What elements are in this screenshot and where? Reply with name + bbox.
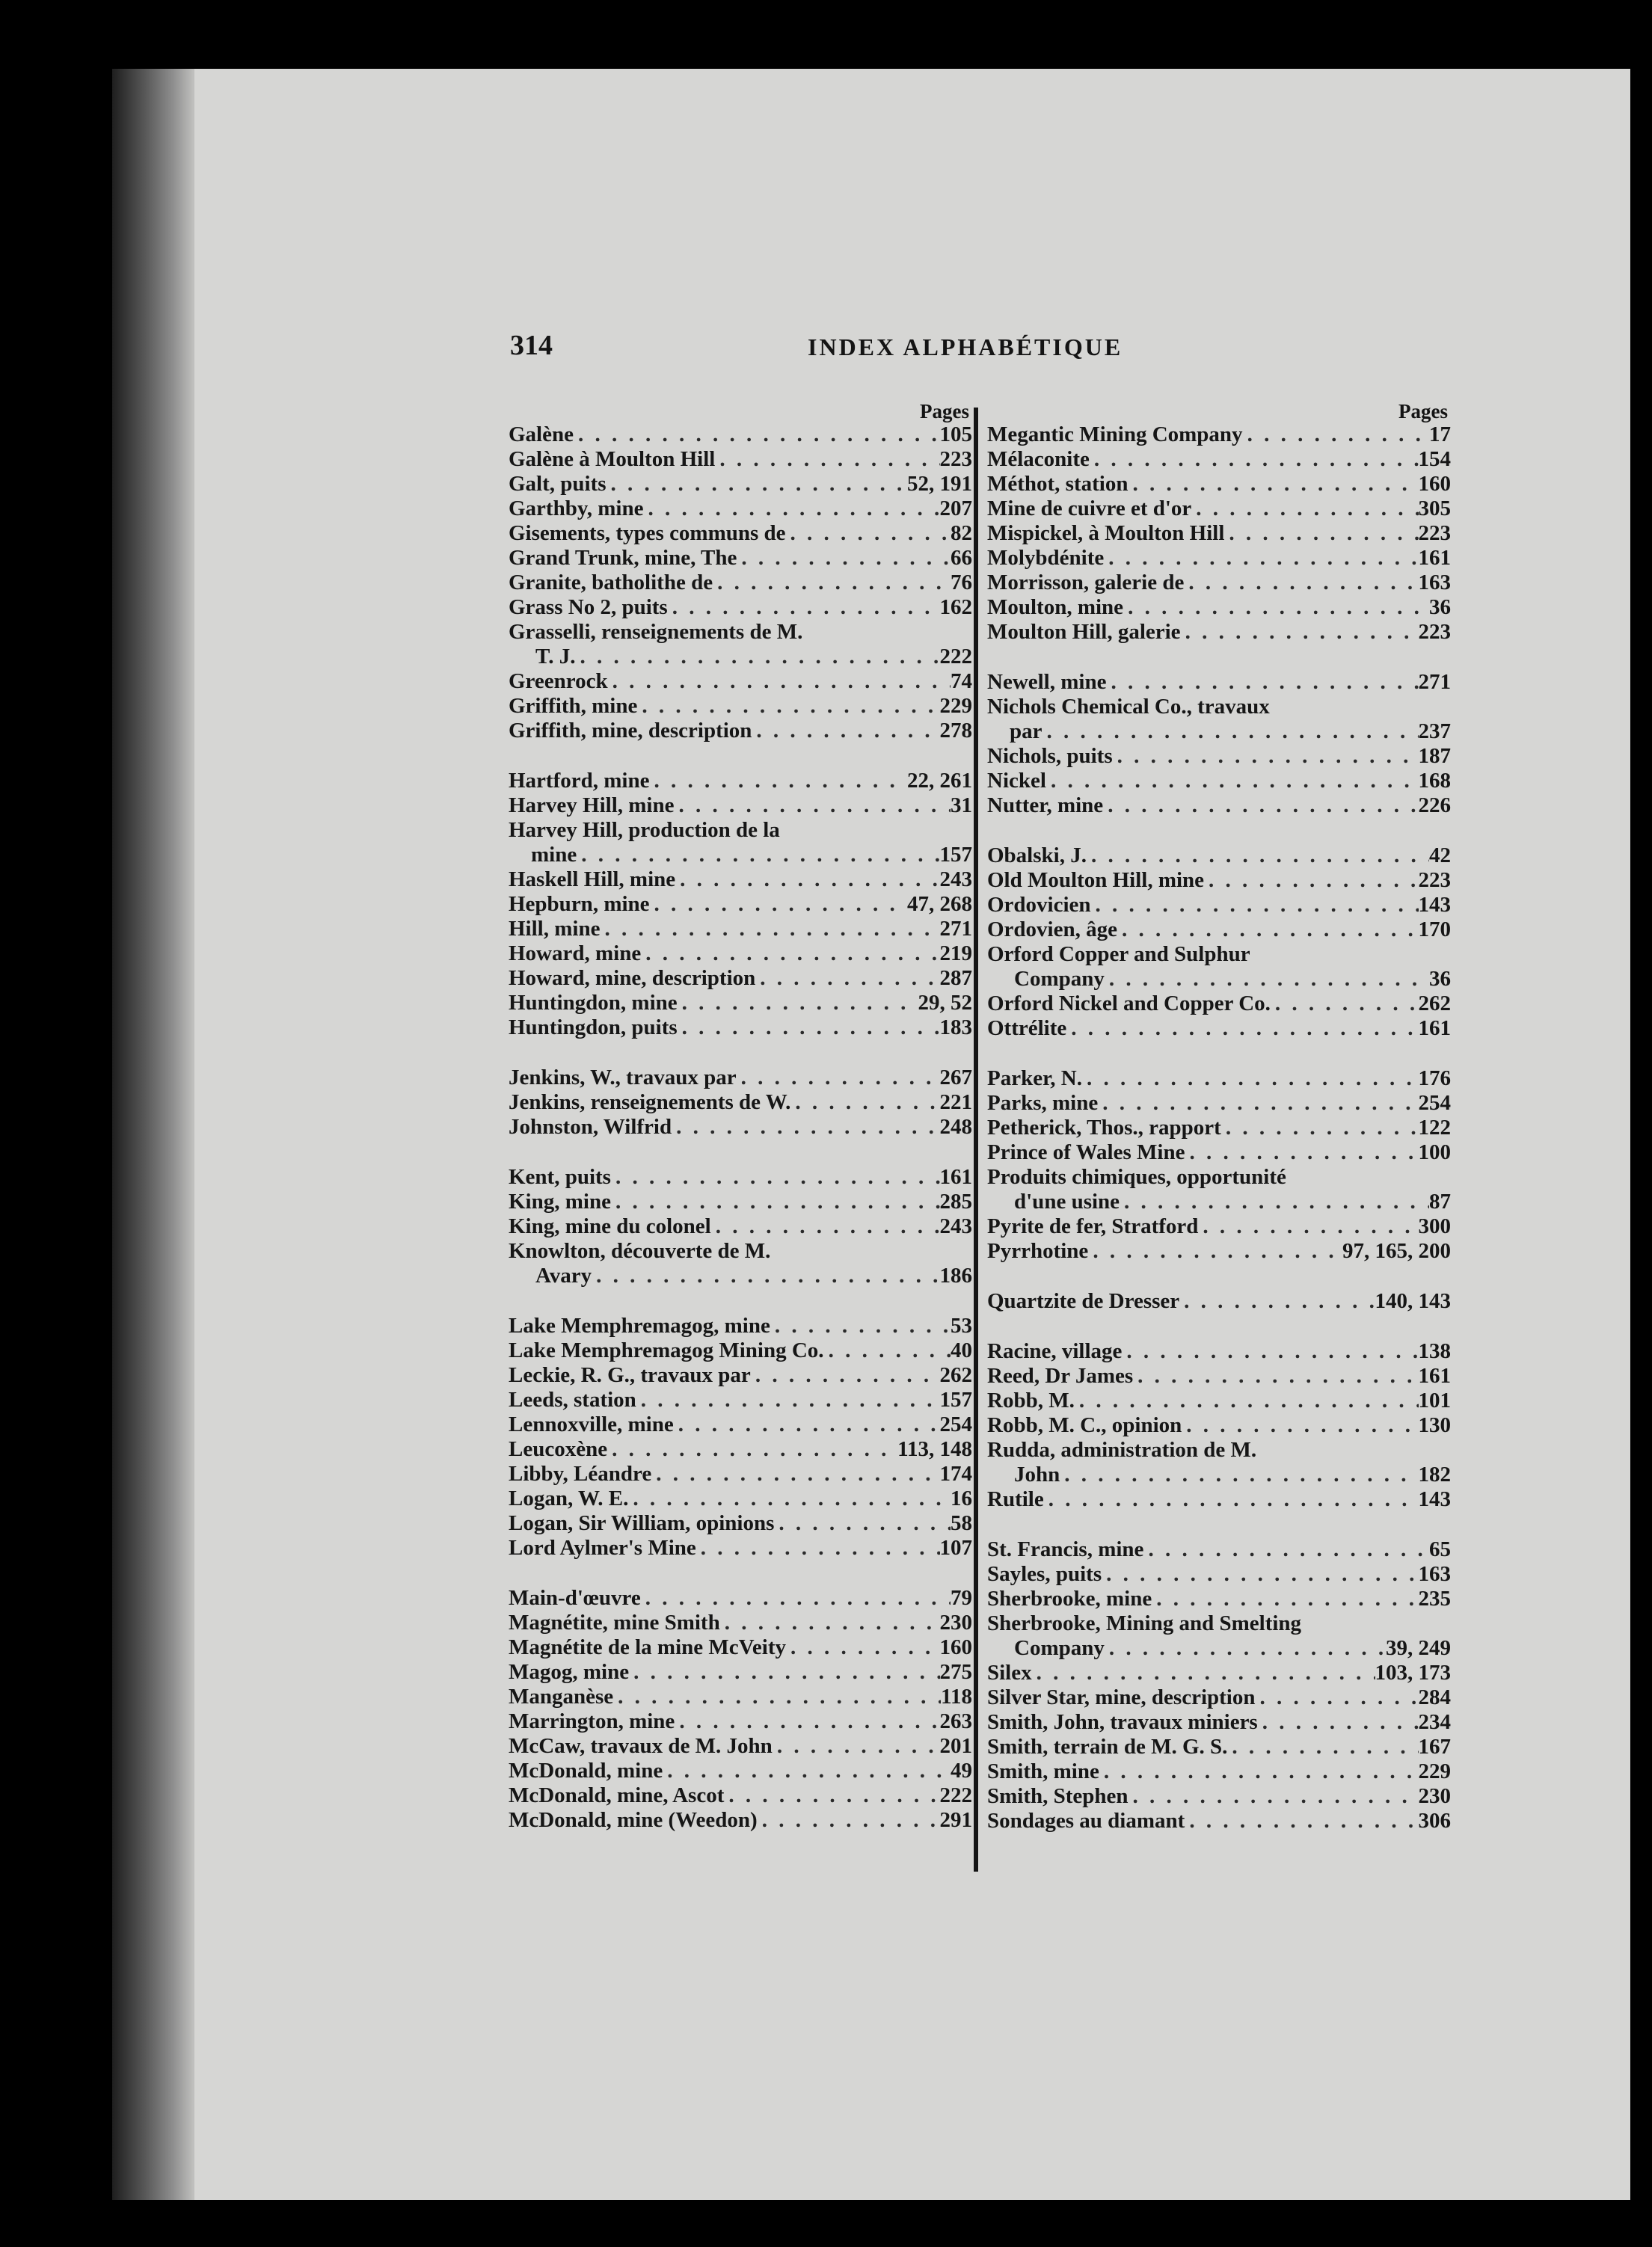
index-entry: Silver Star, mine, description . . . 284 — [987, 1685, 1451, 1710]
index-entry: Newell, mine . . . 271 — [987, 670, 1451, 695]
index-entry: Gisements, types communs de . . . 82 — [509, 521, 972, 546]
index-entry: Magog, mine . . . 275 — [509, 1660, 972, 1685]
index-entry: Nickel . . . 168 — [987, 769, 1451, 793]
index-entry: Morrisson, galerie de . . . 163 — [987, 571, 1451, 595]
index-entry: Jenkins, W., travaux par . . . 267 — [509, 1066, 972, 1090]
index-entry: Huntingdon, mine . . . 29, 52 — [509, 991, 972, 1015]
index-entry: Molybdénite . . . 161 — [987, 546, 1451, 571]
index-entry: Sondages au diamant . . . 306 — [987, 1809, 1451, 1833]
index-entry: Parker, N. . . . 176 — [987, 1066, 1451, 1091]
index-entry: Logan, W. E. . . . 16 — [509, 1487, 972, 1511]
index-entry: Granite, batholithe de . . . 76 — [509, 571, 972, 595]
index-entry: Magnétite de la mine McVeity . . . 160 — [509, 1635, 972, 1660]
index-entry-continuation: par . . . 237 — [987, 719, 1451, 744]
index-entry: Méthot, station . . . 160 — [987, 472, 1451, 497]
index-entry: King, mine du colonel . . . 243 — [509, 1214, 972, 1239]
index-entry: Grand Trunk, mine, The . . . 66 — [509, 546, 972, 571]
index-entry-continuation: Company . . . 39, 249 — [987, 1636, 1451, 1661]
index-entry: Hepburn, mine . . . 47, 268 — [509, 892, 972, 917]
index-entry: Robb, M. C., opinion . . . 130 — [987, 1413, 1451, 1438]
index-entry: McCaw, travaux de M. John . . . 201 — [509, 1734, 972, 1759]
page-number: 314 — [510, 330, 553, 361]
index-entry: Smith, John, travaux miniers . . . 234 — [987, 1710, 1451, 1735]
index-entry: Ottrélite . . . 161 — [987, 1016, 1451, 1041]
index-entry: Prince of Wales Mine . . . 100 — [987, 1140, 1451, 1165]
index-entry: Harvey Hill, production de la — [509, 818, 780, 842]
index-entry: Nutter, mine . . . 226 — [987, 793, 1451, 818]
index-entry: Reed, Dr James . . . 161 — [987, 1364, 1451, 1389]
index-entry: St. Francis, mine . . . 65 — [987, 1537, 1451, 1562]
index-entry: Sayles, puits . . . 163 — [987, 1562, 1451, 1587]
index-entry: Leucoxène . . . 113, 148 — [509, 1437, 972, 1462]
index-entry: Quartzite de Dresser . . . 140, 143 — [987, 1289, 1451, 1314]
index-entry-continuation: d'une usine . . . 87 — [987, 1190, 1451, 1214]
index-entry: Lord Aylmer's Mine . . . 107 — [509, 1536, 972, 1561]
index-entry: Pyrrhotine . . . 97, 165, 200 — [987, 1239, 1451, 1264]
pages-header: Pages — [920, 400, 969, 422]
index-entry: Nichols, puits . . . 187 — [987, 744, 1451, 769]
index-entry: Marrington, mine . . . 263 — [509, 1709, 972, 1734]
index-entry-continuation: Avary . . . 186 — [509, 1264, 972, 1288]
index-entry: Mispickel, à Moulton Hill . . . 223 — [987, 521, 1451, 546]
index-entry: Lake Memphremagog, mine . . . 53 — [509, 1314, 972, 1338]
index-entry: Leckie, R. G., travaux par . . . 262 — [509, 1363, 972, 1388]
index-entry: Rudda, administration de M. — [987, 1438, 1257, 1462]
index-entry: Knowlton, découverte de M. — [509, 1239, 771, 1263]
index-entry: Smith, Stephen . . . 230 — [987, 1784, 1451, 1809]
index-entry-continuation: mine . . . 157 — [509, 843, 972, 867]
index-entry: Harvey Hill, mine . . . 31 — [509, 793, 972, 818]
index-entry: Moulton Hill, galerie . . . 223 — [987, 620, 1451, 645]
index-entry: Garthby, mine . . . 207 — [509, 497, 972, 521]
index-entry: Howard, mine, description . . . 287 — [509, 966, 972, 991]
index-entry: Main-d'œuvre . . . 79 — [509, 1586, 972, 1611]
index-entry: Libby, Léandre . . . 174 — [509, 1462, 972, 1487]
index-entry: Parks, mine . . . 254 — [987, 1091, 1451, 1116]
index-entry: Orford Nickel and Copper Co. . . . 262 — [987, 992, 1451, 1016]
index-entry: Smith, terrain de M. G. S. . . . 167 — [987, 1735, 1451, 1759]
index-entry: Robb, M. . . . 101 — [987, 1389, 1451, 1413]
index-entry: Galène . . . 105 — [509, 422, 972, 447]
running-head: INDEX ALPHABÉTIQUE — [808, 333, 1123, 360]
index-entry-continuation: John . . . 182 — [987, 1463, 1451, 1487]
index-entry: Haskell Hill, mine . . . 243 — [509, 867, 972, 892]
index-entry: Nichols Chemical Co., travaux — [987, 695, 1270, 719]
index-entry: Silex . . . 103, 173 — [987, 1661, 1451, 1685]
index-entry: Kent, puits . . . 161 — [509, 1165, 972, 1190]
index-entry: Rutile . . . 143 — [987, 1487, 1451, 1512]
index-entry: Ordovicien . . . 143 — [987, 893, 1451, 917]
index-entry: Produits chimiques, opportunité — [987, 1165, 1286, 1189]
index-entry: Obalski, J. . . . 42 — [987, 843, 1451, 868]
index-column-left — [509, 400, 972, 1833]
index-entry: Huntingdon, puits . . . 183 — [509, 1015, 972, 1040]
index-entry: Jenkins, renseignements de W. . . . 221 — [509, 1090, 972, 1115]
index-entry: McDonald, mine (Weedon) . . . 291 — [509, 1808, 972, 1833]
index-entry-continuation: Company . . . 36 — [987, 967, 1451, 992]
index-entry: Moulton, mine . . . 36 — [987, 595, 1451, 620]
index-entry: Smith, mine . . . 229 — [987, 1759, 1451, 1784]
pages-header: Pages — [1398, 400, 1448, 422]
index-entry: Lennoxville, mine . . . 254 — [509, 1413, 972, 1437]
index-entry: Howard, mine . . . 219 — [509, 941, 972, 966]
index-entry: Magnétite, mine Smith . . . 230 — [509, 1611, 972, 1635]
index-entry: Orford Copper and Sulphur — [987, 942, 1250, 966]
index-entry: Greenrock . . . 74 — [509, 669, 972, 694]
index-entry: Johnston, Wilfrid . . . 248 — [509, 1115, 972, 1140]
index-entry: McDonald, mine, Ascot . . . 222 — [509, 1783, 972, 1808]
index-entry: Racine, village . . . 138 — [987, 1339, 1451, 1364]
index-entry: Galt, puits . . . 52, 191 — [509, 472, 972, 497]
column-divider — [974, 408, 978, 1872]
index-entry: Manganèse . . . 118 — [509, 1685, 972, 1709]
index-entry: McDonald, mine . . . 49 — [509, 1759, 972, 1783]
index-entry: Hartford, mine . . . 22, 261 — [509, 769, 972, 793]
index-entry: Lake Memphremagog Mining Co. . . . 40 — [509, 1338, 972, 1363]
index-entry: Grass No 2, puits . . . 162 — [509, 595, 972, 620]
index-entry: Megantic Mining Company . . . 17 — [987, 422, 1451, 447]
index-entry: Griffith, mine . . . 229 — [509, 694, 972, 719]
index-entry: Griffith, mine, description . . . 278 — [509, 719, 972, 743]
book-spine-shadow — [112, 69, 194, 2200]
index-entry: Ordovien, âge . . . 170 — [987, 917, 1451, 942]
index-entry: Galène à Moulton Hill . . . 223 — [509, 447, 972, 472]
index-column-right — [987, 400, 1451, 1833]
index-entry: Pyrite de fer, Stratford . . . 300 — [987, 1214, 1451, 1239]
index-entry: Mine de cuivre et d'or . . . 305 — [987, 497, 1451, 521]
index-entry: Logan, Sir William, opinions . . . 58 — [509, 1511, 972, 1536]
index-entry: Leeds, station . . . 157 — [509, 1388, 972, 1413]
index-entry: Mélaconite . . . 154 — [987, 447, 1451, 472]
index-entry: Grasselli, renseignements de M. — [509, 620, 803, 644]
index-entry-continuation: T. J. . . . 222 — [509, 645, 972, 669]
index-entry: Sherbrooke, mine . . . 235 — [987, 1587, 1451, 1611]
index-entry: King, mine . . . 285 — [509, 1190, 972, 1214]
index-entry: Hill, mine . . . 271 — [509, 917, 972, 941]
index-entry: Sherbrooke, Mining and Smelting — [987, 1611, 1302, 1635]
index-entry: Petherick, Thos., rapport . . . 122 — [987, 1116, 1451, 1140]
index-entry: Old Moulton Hill, mine . . . 223 — [987, 868, 1451, 893]
